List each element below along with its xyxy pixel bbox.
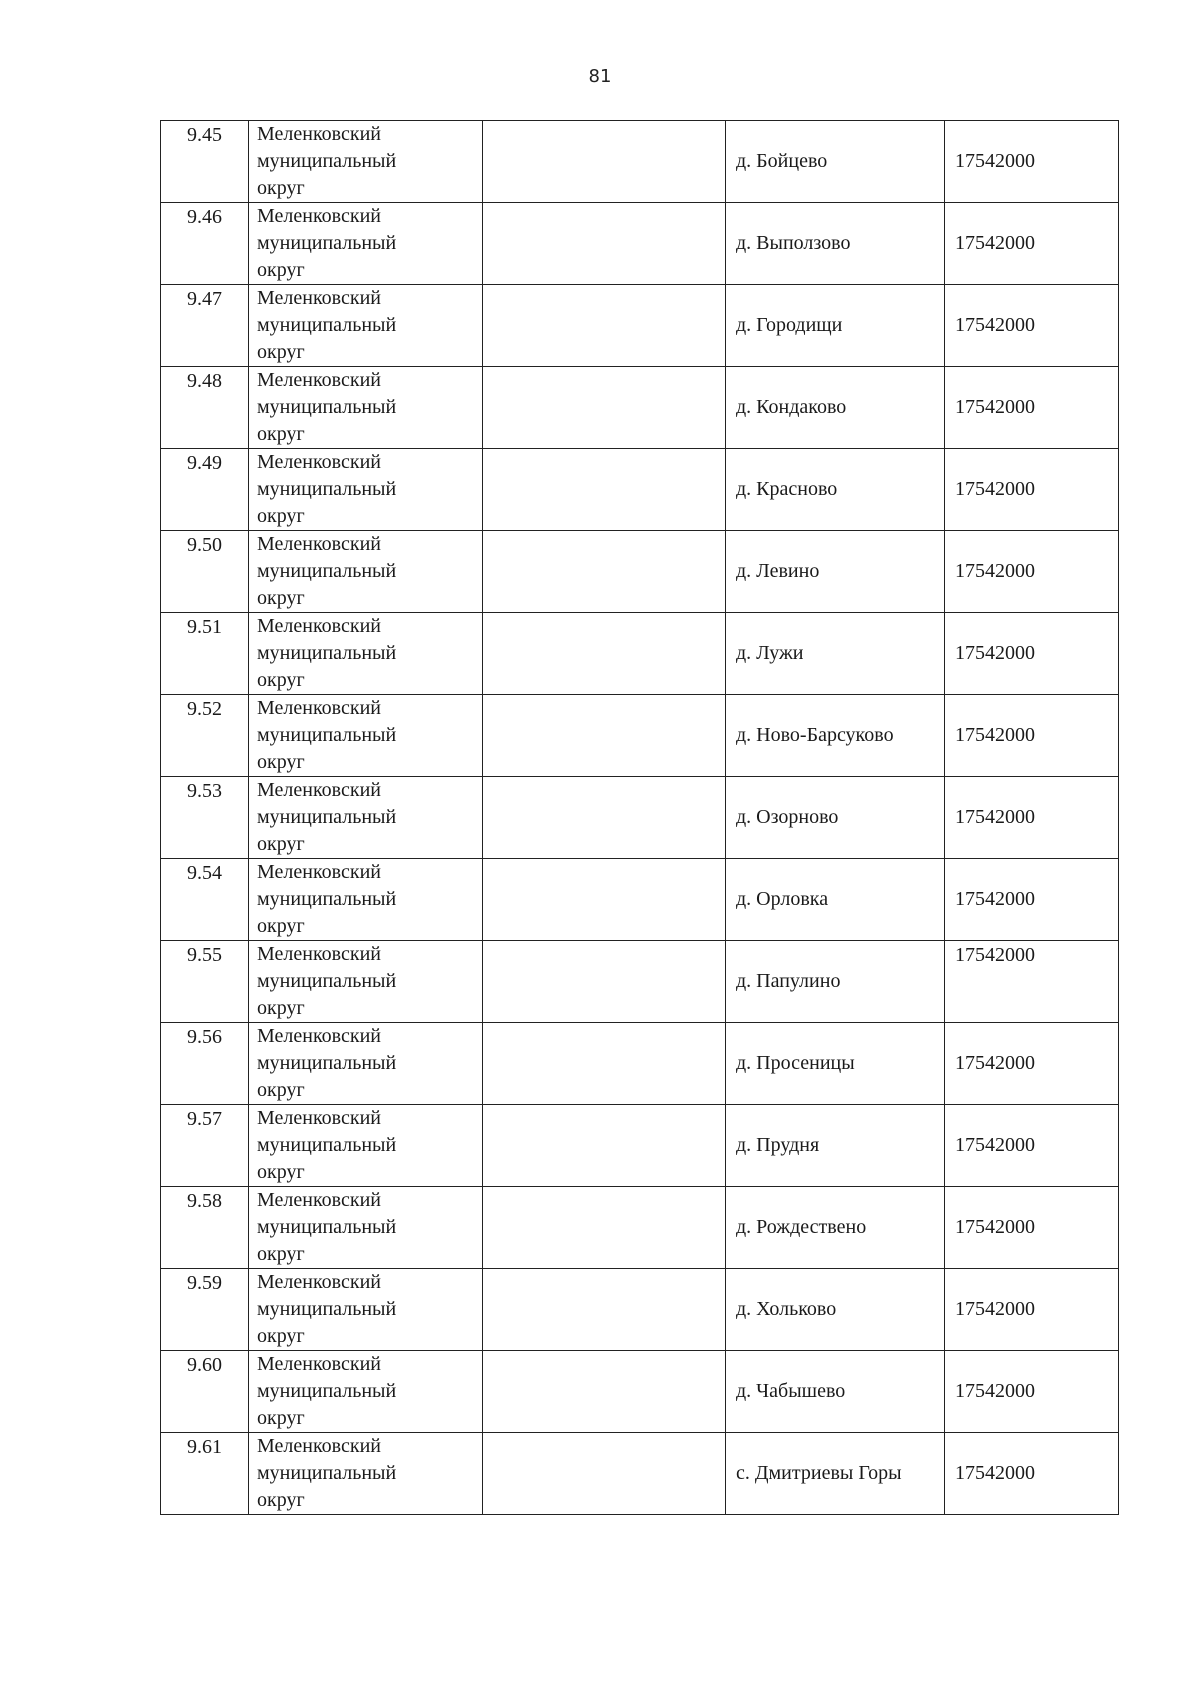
empty-cell	[483, 695, 726, 777]
municipality-line: округ	[257, 505, 305, 527]
row-number: 9.50	[161, 531, 249, 613]
municipality-cell	[249, 859, 483, 941]
empty-cell	[483, 367, 726, 449]
municipality-line: Меленковский	[257, 861, 381, 883]
oktmo-code: 17542000	[945, 1023, 1119, 1105]
oktmo-code: 17542000	[945, 1351, 1119, 1433]
row-number: 9.60	[161, 1351, 249, 1433]
table-row	[161, 121, 1119, 203]
oktmo-code: 17542000	[945, 121, 1119, 203]
oktmo-code: 17542000	[945, 1269, 1119, 1351]
empty-cell	[483, 859, 726, 941]
table-row	[161, 613, 1119, 695]
table-row	[161, 941, 1119, 1023]
oktmo-code: 17542000	[945, 777, 1119, 859]
table-row	[161, 695, 1119, 777]
municipality-line: округ	[257, 177, 305, 199]
table-row	[161, 367, 1119, 449]
municipality-line: округ	[257, 1243, 305, 1265]
table-row	[161, 285, 1119, 367]
row-number: 9.61	[161, 1433, 249, 1515]
settlement-name: д. Просеницы	[726, 1023, 945, 1105]
municipality-line: муниципальный	[257, 1216, 397, 1238]
municipality-line: Меленковский	[257, 287, 381, 309]
row-number: 9.51	[161, 613, 249, 695]
empty-cell	[483, 1023, 726, 1105]
row-number: 9.45	[161, 121, 249, 203]
municipality-cell	[249, 1105, 483, 1187]
settlement-name: д. Бойцево	[726, 121, 945, 203]
municipality-line: Меленковский	[257, 1025, 381, 1047]
oktmo-code: 17542000	[945, 1187, 1119, 1269]
empty-cell	[483, 203, 726, 285]
municipality-line: муниципальный	[257, 560, 397, 582]
municipality-line: муниципальный	[257, 1052, 397, 1074]
row-number: 9.52	[161, 695, 249, 777]
municipality-line: округ	[257, 1325, 305, 1347]
municipality-cell	[249, 531, 483, 613]
municipality-line: муниципальный	[257, 806, 397, 828]
municipality-cell	[249, 367, 483, 449]
empty-cell	[483, 1269, 726, 1351]
municipality-line: Меленковский	[257, 615, 381, 637]
empty-cell	[483, 449, 726, 531]
empty-cell	[483, 1433, 726, 1515]
empty-cell	[483, 941, 726, 1023]
empty-cell	[483, 1187, 726, 1269]
municipality-cell	[249, 1023, 483, 1105]
row-number: 9.56	[161, 1023, 249, 1105]
municipality-line: Меленковский	[257, 205, 381, 227]
municipality-line: муниципальный	[257, 888, 397, 910]
settlement-name: д. Папулино	[726, 941, 945, 1023]
table-row	[161, 449, 1119, 531]
municipality-line: округ	[257, 997, 305, 1019]
row-number: 9.58	[161, 1187, 249, 1269]
municipality-line: округ	[257, 669, 305, 691]
oktmo-code: 17542000	[945, 1105, 1119, 1187]
municipality-cell	[249, 203, 483, 285]
settlement-name: д. Кондаково	[726, 367, 945, 449]
municipality-cell	[249, 613, 483, 695]
empty-cell	[483, 1105, 726, 1187]
table-row	[161, 1105, 1119, 1187]
empty-cell	[483, 613, 726, 695]
municipality-cell	[249, 449, 483, 531]
settlement-name: д. Озорново	[726, 777, 945, 859]
municipality-line: муниципальный	[257, 396, 397, 418]
table-row	[161, 1023, 1119, 1105]
settlement-name: д. Городищи	[726, 285, 945, 367]
settlement-name: д. Ново-Барсуково	[726, 695, 945, 777]
municipality-cell	[249, 1269, 483, 1351]
municipality-line: округ	[257, 1407, 305, 1429]
municipality-line: муниципальный	[257, 1462, 397, 1484]
municipality-line: Меленковский	[257, 1189, 381, 1211]
municipality-line: округ	[257, 833, 305, 855]
municipality-line: округ	[257, 1489, 305, 1511]
municipality-line: муниципальный	[257, 1134, 397, 1156]
settlement-name: д. Выползово	[726, 203, 945, 285]
municipality-line: округ	[257, 751, 305, 773]
table-row	[161, 203, 1119, 285]
settlement-name: д. Рождествено	[726, 1187, 945, 1269]
page-number: 81	[588, 66, 612, 87]
oktmo-code: 17542000	[945, 367, 1119, 449]
municipality-line: Меленковский	[257, 533, 381, 555]
oktmo-code: 17542000	[945, 531, 1119, 613]
municipality-line: муниципальный	[257, 150, 397, 172]
row-number: 9.59	[161, 1269, 249, 1351]
municipality-line: округ	[257, 915, 305, 937]
empty-cell	[483, 121, 726, 203]
settlement-name: с. Дмитриевы Горы	[726, 1433, 945, 1515]
table-row	[161, 1433, 1119, 1515]
settlement-name: д. Левино	[726, 531, 945, 613]
empty-cell	[483, 777, 726, 859]
oktmo-code: 17542000	[945, 203, 1119, 285]
municipality-line: Меленковский	[257, 123, 381, 145]
municipality-line: муниципальный	[257, 232, 397, 254]
municipality-line: Меленковский	[257, 369, 381, 391]
table-row	[161, 1187, 1119, 1269]
municipality-line: муниципальный	[257, 1380, 397, 1402]
settlement-name: д. Хольково	[726, 1269, 945, 1351]
settlement-name: д. Красново	[726, 449, 945, 531]
row-number: 9.55	[161, 941, 249, 1023]
row-number: 9.48	[161, 367, 249, 449]
table-row	[161, 859, 1119, 941]
row-number: 9.54	[161, 859, 249, 941]
municipality-line: Меленковский	[257, 1107, 381, 1129]
municipality-cell	[249, 121, 483, 203]
table-row	[161, 777, 1119, 859]
municipality-line: Меленковский	[257, 1271, 381, 1293]
municipality-line: округ	[257, 1161, 305, 1183]
municipality-line: округ	[257, 1079, 305, 1101]
oktmo-code: 17542000	[945, 285, 1119, 367]
municipality-cell	[249, 695, 483, 777]
empty-cell	[483, 285, 726, 367]
settlements-table	[160, 120, 1119, 1515]
municipality-cell	[249, 1187, 483, 1269]
row-number: 9.49	[161, 449, 249, 531]
municipality-cell	[249, 777, 483, 859]
municipality-line: муниципальный	[257, 1298, 397, 1320]
oktmo-code: 17542000	[945, 941, 1119, 1023]
municipality-line: Меленковский	[257, 779, 381, 801]
table-row	[161, 1269, 1119, 1351]
municipality-cell	[249, 285, 483, 367]
oktmo-code: 17542000	[945, 613, 1119, 695]
settlement-name: д. Лужи	[726, 613, 945, 695]
municipality-line: Меленковский	[257, 451, 381, 473]
row-number: 9.57	[161, 1105, 249, 1187]
oktmo-code: 17542000	[945, 859, 1119, 941]
empty-cell	[483, 1351, 726, 1433]
oktmo-code: 17542000	[945, 449, 1119, 531]
municipality-line: Меленковский	[257, 943, 381, 965]
municipality-line: муниципальный	[257, 642, 397, 664]
municipality-cell	[249, 1433, 483, 1515]
municipality-line: муниципальный	[257, 478, 397, 500]
settlement-name: д. Прудня	[726, 1105, 945, 1187]
oktmo-code: 17542000	[945, 695, 1119, 777]
municipality-line: округ	[257, 259, 305, 281]
row-number: 9.53	[161, 777, 249, 859]
empty-cell	[483, 531, 726, 613]
municipality-line: Меленковский	[257, 1353, 381, 1375]
municipality-line: муниципальный	[257, 970, 397, 992]
municipality-line: округ	[257, 423, 305, 445]
row-number: 9.46	[161, 203, 249, 285]
municipality-cell	[249, 1351, 483, 1433]
municipality-line: Меленковский	[257, 1435, 381, 1457]
municipality-line: Меленковский	[257, 697, 381, 719]
table-row	[161, 531, 1119, 613]
municipality-line: округ	[257, 587, 305, 609]
settlement-name: д. Чабышево	[726, 1351, 945, 1433]
settlement-name: д. Орловка	[726, 859, 945, 941]
municipality-line: муниципальный	[257, 724, 397, 746]
municipality-line: муниципальный	[257, 314, 397, 336]
oktmo-code: 17542000	[945, 1433, 1119, 1515]
table-row	[161, 1351, 1119, 1433]
row-number: 9.47	[161, 285, 249, 367]
municipality-cell	[249, 941, 483, 1023]
municipality-line: округ	[257, 341, 305, 363]
